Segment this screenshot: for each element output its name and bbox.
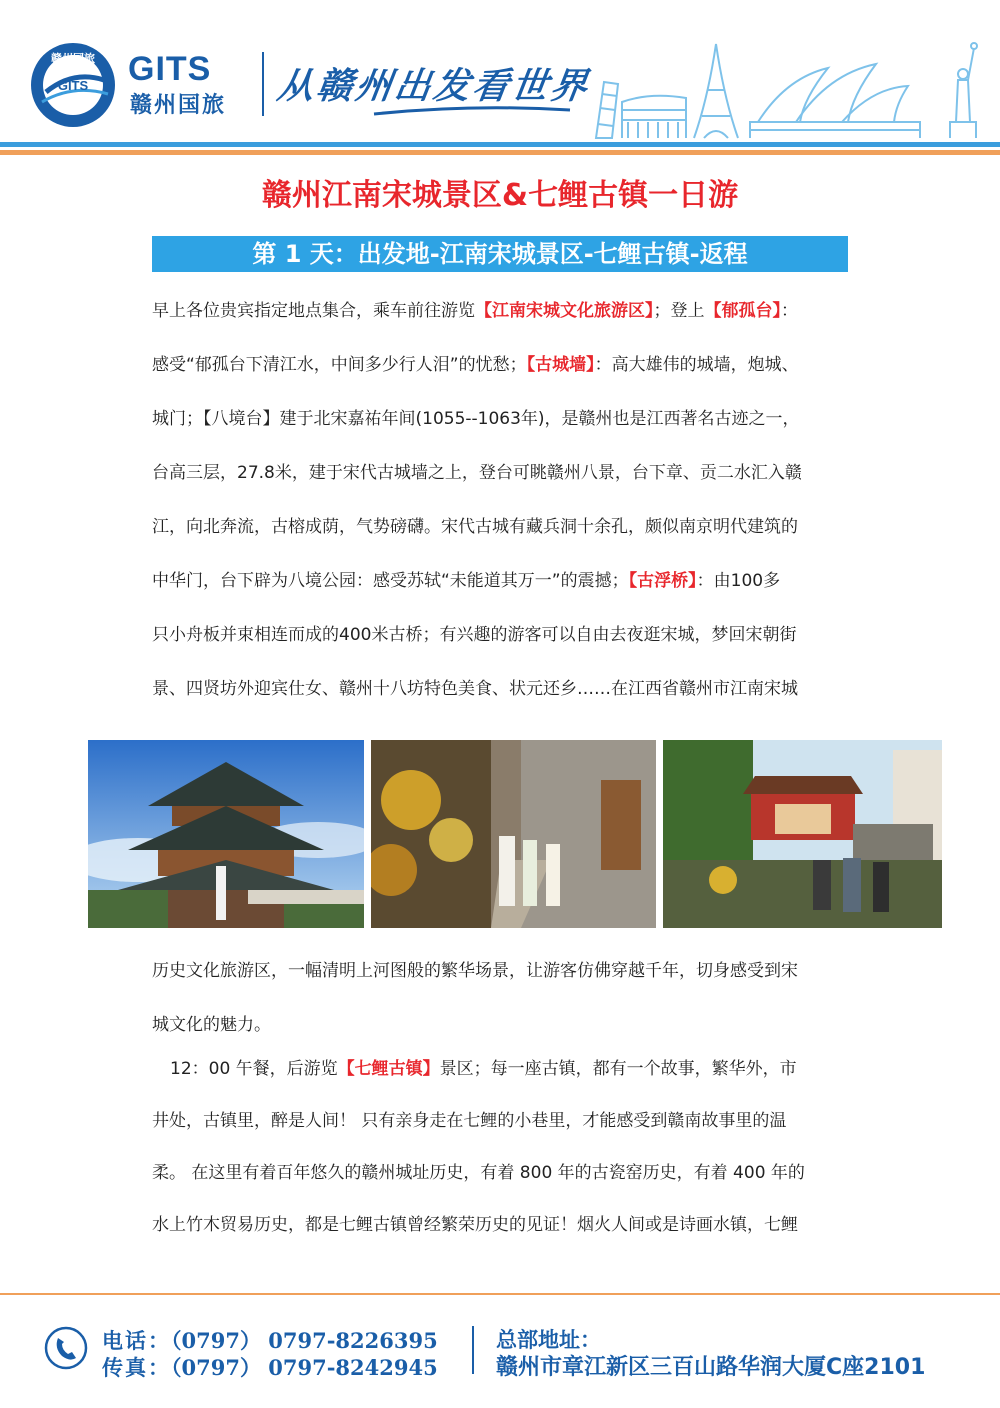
footer-rule: [0, 1293, 1000, 1295]
highlight-ancient-floating-bridge: 【古浮桥】: [628, 571, 697, 591]
text-line: 水上竹木贸易历史，都是七鲤古镇曾经繁荣历史的见证！烟火人间或是诗画水镇，七鲤: [152, 1215, 798, 1235]
hq-address: 赣州市章江新区三百山路华润大厦C座2101: [496, 1355, 926, 1380]
text-line: 城门；【八境台】建于北宋嘉祐年间(1055--1063年)，是赣州也是江西著名古迹之一，: [152, 409, 800, 429]
world-landmarks-skyline: [590, 38, 990, 142]
day-itinerary-banner: 第 1 天：出发地-江南宋城景区-七鲤古镇-返程: [152, 236, 848, 272]
text-line: 景、四贤坊外迎宾仕女、赣州十八坊特色美食、状元还乡……在江西省赣州市江南宋城: [152, 679, 798, 699]
text-line: 感受“郁孤台下清江水，中间多少行人泪”的忧愁；【古城墙】：高大雄伟的城墙，炮城、: [152, 355, 799, 375]
highlight-yugutai: 【郁孤台】: [704, 301, 781, 321]
colosseum-icon: [622, 96, 686, 138]
svg-text:赣州国旅: 赣州国旅: [51, 52, 95, 65]
itinerary-paragraph-2: [152, 957, 852, 1065]
contact-fax: [102, 1352, 438, 1382]
header-rule-blue: [0, 142, 1000, 147]
contact-phone: [102, 1325, 438, 1355]
footer-divider: [472, 1326, 474, 1374]
itinerary-paragraph-3: [170, 1055, 852, 1109]
page-header: [0, 0, 1000, 160]
eiffel-tower-icon: [694, 44, 738, 138]
phone-icon: [44, 1326, 88, 1370]
text-line: 早上各位贵宾指定地点集合，乘车前往游览【江南宋城文化旅游区】；登上【郁孤台】：: [152, 301, 798, 321]
highlight-ancient-city-wall: 【古城墙】: [526, 355, 595, 375]
gits-globe-logo-icon: [28, 40, 118, 130]
header-rule-orange: [0, 150, 1000, 155]
itinerary-paragraph-1: [152, 297, 852, 729]
ancient-alley-photo: [371, 740, 656, 928]
svg-text:GITS: GITS: [57, 78, 89, 93]
brand-slogan: 从赣州出发看世界: [274, 65, 593, 107]
text-line: 柔。 在这里有着百年悠久的赣州城址历史，有着 800 年的古瓷窑历史，有着 400 年的: [152, 1163, 805, 1183]
text-line: 12：00 午餐，后游览【七鲤古镇】景区；每一座古镇，都有一个故事，繁华外，市: [170, 1059, 797, 1079]
opera-house-icon: [750, 64, 920, 138]
fax-label: 传真：: [102, 1355, 171, 1380]
fax-value: （0797） 0797-8242945: [171, 1355, 438, 1380]
brand-name-cn: 赣州国旅: [130, 93, 227, 118]
brand-divider: [262, 52, 264, 116]
page-title: 赣州江南宋城景区&七鲤古镇一日游: [261, 178, 739, 213]
photo-strip: [88, 740, 942, 928]
bajing-pavilion-photo: [88, 740, 364, 928]
highlight-jiangnan-songcheng: 【江南宋城文化旅游区】: [475, 301, 654, 321]
text-line: 中华门，台下辟为八境公园：感受苏轼“未能道其万一”的震撼；【古浮桥】：由100多: [152, 571, 781, 591]
slogan-swoosh-icon: [372, 104, 572, 118]
phone-label: 电话：: [102, 1328, 171, 1353]
statue-of-liberty-icon: [950, 43, 977, 138]
brand-name-en: GITS: [128, 50, 212, 88]
hq-address-label: 总部地址：: [496, 1328, 601, 1352]
pisa-tower-icon: [596, 82, 618, 138]
highlight-qili-ancient-town: 【七鲤古镇】: [337, 1059, 440, 1079]
text-line: 江，向北奔流，古榕成荫，气势磅礴。宋代古城有藏兵洞十余孔，颇似南京明代建筑的: [152, 517, 798, 537]
text-line: 历史文化旅游区，一幅清明上河图般的繁华场景，让游客仿佛穿越千年，切身感受到宋: [152, 961, 798, 981]
text-line: 井处，古镇里，醉是人间！ 只有亲身走在七鲤的小巷里，才能感受到赣南故事里的温: [152, 1111, 787, 1131]
itinerary-paragraph-3-cont: [152, 1107, 852, 1263]
text-line: 城文化的魅力。: [152, 1015, 271, 1035]
phone-value: （0797） 0797-8226395: [171, 1328, 438, 1353]
text-line: 台高三层，27.8米，建于宋代古城墙之上，登台可眺赣州八景，台下章、贡二水汇入赣: [152, 463, 802, 483]
text-line: 只小舟板并束相连而成的400米古桥；有兴趣的游客可以自由去夜逛宋城，梦回宋朝街: [152, 625, 797, 645]
folk-stage-photo: [663, 740, 942, 928]
